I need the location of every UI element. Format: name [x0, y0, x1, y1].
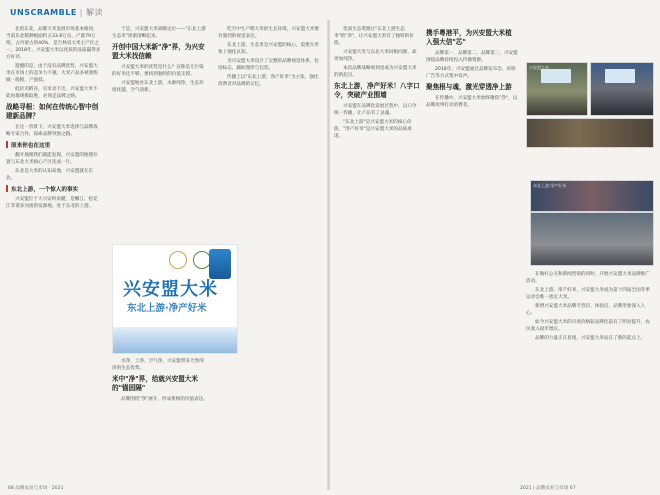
paragraph: 东北上游、生态米是兴安盟的核心，需要在形象上强化认知。 [218, 43, 319, 55]
paragraph: 水净、土净、空气净，兴安盟带来天然纯净的生态优势。 [112, 359, 204, 371]
paragraph: 新增兴安盟大米品牌专营店、体验店，品牌形象深入人心。 [526, 304, 646, 316]
section-heading: 东北上游，净产好米！八字口令，突破产业围墙 [334, 82, 420, 99]
right-column-2 [426, 26, 518, 111]
paragraph: 东北是大米的认知高地，兴安盟就在东北。 [6, 169, 94, 181]
left-column-3 [218, 26, 322, 90]
paragraph: 遗憾的是，由于没有品牌优势，兴安盟大米在市场上的竞争力不强，大米产品多被收购做一般粮，产值低。 [6, 64, 98, 83]
page-header [10, 7, 650, 25]
page-footer-right: 2021 | 品牌农业与市场 67 [520, 486, 576, 491]
section-heading: 聚焦根与魂，激光穿透净上游 [426, 83, 512, 91]
left-column-2 [112, 26, 208, 96]
seal-icon [169, 251, 187, 269]
stage-screen [605, 69, 635, 83]
section-tag: UNSCRAMBLE [10, 8, 77, 17]
paragraph: 兴安盟地处东北上游，水源纯净，生态环境优越，空气清新。 [112, 81, 204, 93]
conference-photo [590, 62, 654, 116]
paragraph: 兴安盟大米与东北大米同根同源，却更加纯净。 [334, 50, 417, 62]
launch-event-photo [530, 180, 654, 212]
paragraph: 在传播中，兴安盟大米始终聚焦"净"，以品牌故事打动消费者。 [426, 96, 518, 108]
paragraph: 品牌的力量正在显现，兴安盟大米站在了新的起点上。 [535, 336, 646, 341]
paragraph: 在这一背景下，兴安盟大米选择与品牌战略专家合作，探索品牌突围之路。 [6, 125, 98, 137]
paragraph: 兴安盟位于大兴安岭南麓，是嫩江、松花江等诸多河流的发源地，处于东北的上游。 [6, 197, 98, 209]
paragraph: 于是，兴安盟大米战略定位——"东北上游生态米"逐渐清晰起来。 [112, 27, 206, 39]
paragraph: 品牌围绕"净"展开，形成系统的价值表达。 [121, 397, 208, 402]
section-heading: 开创中国大米新"净"界，为兴安盟大米找信赖 [112, 43, 205, 60]
subheading [6, 141, 102, 150]
ad-brand-name: 兴安盟大米 [123, 279, 218, 300]
stage-screen [541, 69, 571, 83]
section-heading: 战略寻根：如何在传统心智中创建新品牌？ [6, 103, 99, 120]
ad-slogan: 东北上游·净产好米 [127, 303, 207, 314]
paragraph: 2018年，兴安盟通过品牌发布会、高铁广告等方式集中发声。 [426, 67, 516, 79]
page-gutter [327, 20, 330, 490]
paragraph: 东北上游，净产好米，兴安盟大米成为第十四届全国冬季运动会唯一指定大米。 [526, 288, 650, 300]
event-photo [526, 62, 588, 116]
right-column-3 [526, 271, 652, 344]
section-heading: 携手粤港平，为兴安盟大米植入强大信"芯" [426, 29, 512, 46]
paragraph: 本次品牌战略规划也成为兴安盟大米的新起点。 [334, 66, 417, 78]
paragraph: 翻开地图我们就能发现，兴安盟的地理位置与东北大米核心产区连成一片。 [6, 153, 98, 165]
paragraph: 品牌第一，品牌第二，品牌第三，兴安盟围绕品牌持续投入传播资源。 [426, 51, 518, 63]
rice-brand-ad [112, 244, 238, 354]
right-page [334, 26, 654, 476]
paragraph: 传播上以"东北上游，净产好米"为主张，强化消费者对品牌的记忆。 [218, 75, 319, 87]
photo-caption: 兴安盟大米 [529, 65, 549, 70]
left-column-2-lower [112, 358, 208, 405]
subheading-text: 原来你也在这里 [11, 143, 51, 149]
rice-field-photo [526, 118, 654, 148]
subheading-text: 东北上游，一个惊人的事实 [11, 187, 79, 193]
paragraph: 如今兴安盟大米的市场价格较品牌化前有了明显提升，农民收入稳步增长。 [526, 320, 650, 332]
paragraph: 吃空中生产稻大米的生长环境，兴安盟大米要有强烈的视觉表达。 [218, 27, 319, 39]
left-page [6, 26, 324, 476]
paragraph: "东北上游"是兴安盟大米的核心价值，"净产好米"是兴安盟大米的品质承诺。 [334, 120, 412, 139]
paragraph: 低价卖稻谷，有米卖不出，兴安盟大米不能再靠规模取胜，必须走品牌之路。 [6, 87, 98, 99]
paragraph: 为兴安盟大米设计了完整的品牌视觉体系，包括标志、辅助图形与包装。 [218, 59, 319, 71]
paragraph: 优质生态资源让"东北上游生态米"的"净"，让兴安盟大米有了独特的价值。 [334, 27, 414, 46]
paragraph: 兴安盟大米的优势是什么？宣称是无污染的好米还不够，要找到独特的价值支撑。 [112, 65, 204, 77]
subheading [6, 185, 102, 194]
red-bar-marker [6, 141, 8, 148]
store-display-photo [530, 212, 654, 266]
left-column-1 [6, 26, 102, 212]
section-heading: 米中"净"界，给就兴安盟大米的"锚固隔" [112, 375, 198, 392]
red-bar-marker [6, 185, 8, 192]
right-column-1 [334, 26, 420, 142]
page-footer-left: 68 品牌农业与市场 · 2021 [8, 486, 64, 491]
header-separator: | [79, 8, 83, 17]
paragraph: 兴安盟在品牌化发展过程中，以口令统一传播，让产品有了灵魂。 [334, 104, 417, 116]
water-wave-graphic [113, 327, 237, 353]
photo-caption: 东北上游·净产好米 [533, 183, 567, 188]
section-subtitle: 解读 [86, 8, 103, 17]
paragraph: 北的东北，品牌大米发展市场基本相同，当前东北稻种植面积占33.8万亩，产量79万吨，占内蒙古的40%，是吉林省大米主产区之一。2018年，兴安盟大米以优质的品质赢得多方好评。 [6, 27, 101, 60]
paragraph: 在做好公关和新闻营销的同时，开展兴安盟大米品牌推广活动。 [526, 272, 650, 284]
